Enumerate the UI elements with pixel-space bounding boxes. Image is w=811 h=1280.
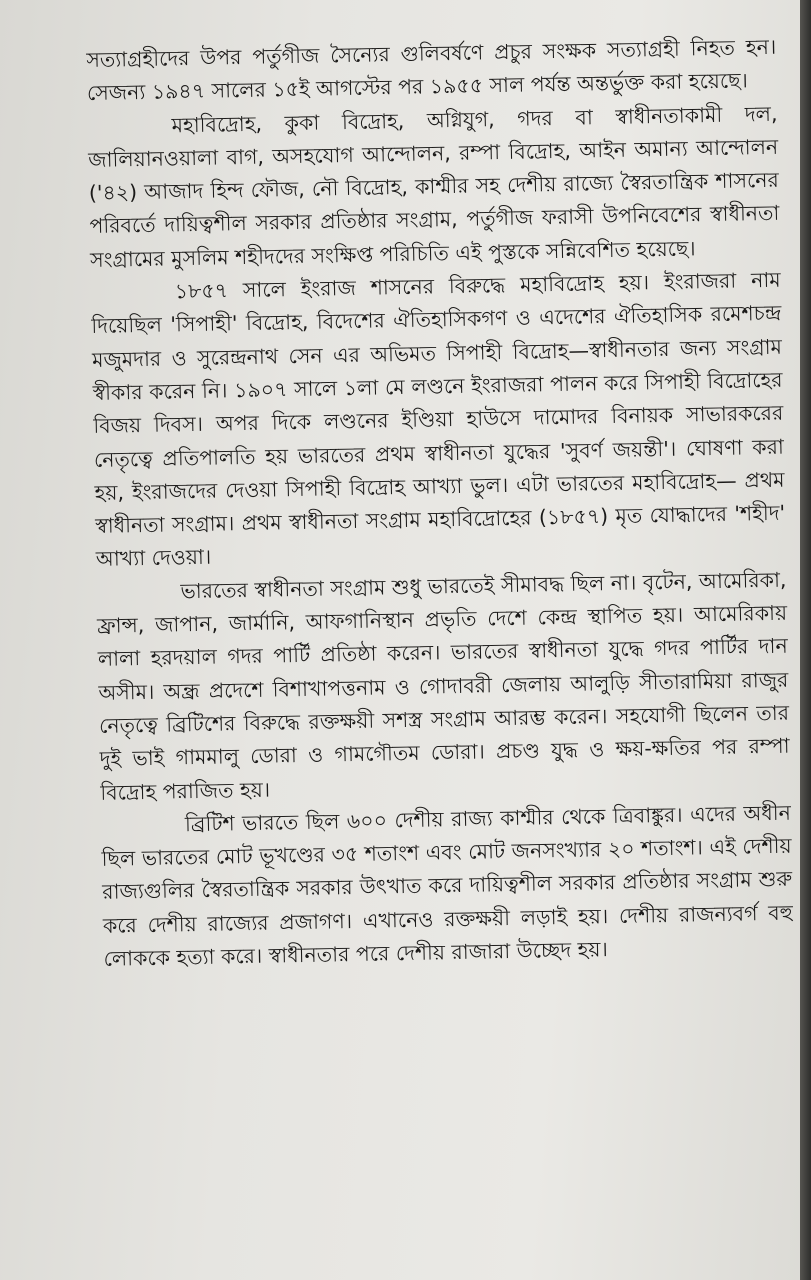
paragraph-5: ব্রিটিশ ভারতে ছিল ৬০০ দেশীয় রাজ্য কাশ্মীর থেকে ত্রিবাঙ্কুর। এদের অধীন ছিল ভারতের মোট ভূখণ্ডের ৩৫ শতাংশ এবং মোট জনসংখ্যার ২০ শতাংশ। এই দেশীয় রাজ্যগুলির স্বৈরতান্ত্রিক সরকার উৎখাত করে দায়িত্বশীল সরকার প্রতিষ্ঠার সংগ্রাম শুরু করে দেশীয় রাজ্যের প্রজাগণ। এখানেও রক্তক্ষয়ী লড়াই হয়। দেশীয় রাজন্যবর্গ বহু লোককে হত্যা করে। স্বাধীনতার পরে দেশীয় রাজারা উচ্ছেদ হয়। <box>101 800 794 971</box>
paragraph-3: ১৮৫৭ সালে ইংরাজ শাসনের বিরুদ্ধে মহাবিদ্রোহ হয়। ইংরাজরা নাম দিয়েছিল 'সিপাহী' বিদ্রোহ, বিদেশের ঐতিহাসিকগণ ও এদেশের ঐতিহাসিক রমেশচন্দ্র মজুমদার ও সুরেন্দ্রনাথ সেন এর অভিমত সিপাহী বিদ্রোহ—স্বাধীনতার জন্য সংগ্রাম স্বীকার করেন নি। ১৯০৭ সালে ১লা মে লণ্ডনে ইংরাজরা পালন করে সিপাহী বিদ্রোহের বিজয় দিবস। অপর দিকে লণ্ডনের ইণ্ডিয়া হাউসে দামোদর বিনায়ক সাভারকরের নেতৃত্বে প্রতিপালতি হয় ভারতের প্রথম স্বাধীনতা যুদ্ধের 'সুবর্ণ জয়ন্তী'। ঘোষণা করা হয়, ইংরাজদের দেওয়া সিপাহী বিদ্রোহ আখ্যা ভুল। এটা ভারতের মহাবিদ্রোহ— প্রথম স্বাধীনতা সংগ্রাম। প্রথম স্বাধীনতা সংগ্রাম মহাবিদ্রোহের (১৮৫৭) মৃত যোদ্ধাদের 'শহীদ' আখ্যা দেওয়া। <box>91 267 786 572</box>
paragraph-1: সত্যাগ্রহীদের উপর পর্তুগীজ সৈন্যের গুলিবর্ষণে প্রচুর সংক্ষক সত্যাগ্রহী নিহত হন। সেজন্য ১৯৪৭ সালের ১৫ই আগস্টের পর ১৯৫৫ সাল পর্যন্ত অন্তর্ভুক্ত করা হয়েছে। <box>86 34 777 106</box>
paragraph-2: মহাবিদ্রোহ, কুকা বিদ্রোহ, অগ্নিযুগ, গদর বা স্বাধীনতাকামী দল, জালিয়ানওয়ালা বাগ, অসহযোগ আন্দোলন, রম্পা বিদ্রোহ, আইন অমান্য আন্দোলন ('৪২) আজাদ হিন্দ ফৌজ, নৌ বিদ্রোহ, কাশ্মীর সহ দেশীয় রাজ্যে স্বৈরতান্ত্রিক শাসনের পরিবর্তে দায়িত্বশীল সরকার প্রতিষ্ঠার সংগ্রাম, পর্তুগীজ ফরাসী উপনিবেশের স্বাধীনতা সংগ্রামের মুসলিম শহীদদের সংক্ষিপ্ত পরিচিতি এই পুস্তকে সন্নিবেশিত হয়েছে। <box>87 101 780 272</box>
page-text <box>86 31 794 976</box>
paragraph-4: ভারতের স্বাধীনতা সংগ্রাম শুধু ভারতেই সীমাবদ্ধ ছিল না। বৃটেন, আমেরিকা, ফ্রান্স, জাপান, জার্মানি, আফগানিস্থান প্রভৃতি দেশে কেন্দ্র স্থাপিত হয়। আমেরিকায় লালা হরদয়াল গদর পার্টি প্রতিষ্ঠা করেন। ভারতের স্বাধীনতা যুদ্ধে গদর পার্টির দান অসীম। অন্ধ্র প্রদেশে বিশাখাপত্তনাম ও গোদাবরী জেলায় আলুড়ি সীতারামিয়া রাজুর নেতৃত্বে ব্রিটিশের বিরুদ্ধে রক্তক্ষয়ী সশস্ত্র সংগ্রাম আরম্ভ করেন। সহযোগী ছিলেন তার দুই ভাই গামমালু ডোরা ও গামগৌতম ডোরা। প্রচণ্ড যুদ্ধ ও ক্ষয়-ক্ষতির পর রম্পা বিদ্রোহ পরাজিত হয়। <box>96 567 790 805</box>
page-gutter-shadow <box>800 0 811 1280</box>
